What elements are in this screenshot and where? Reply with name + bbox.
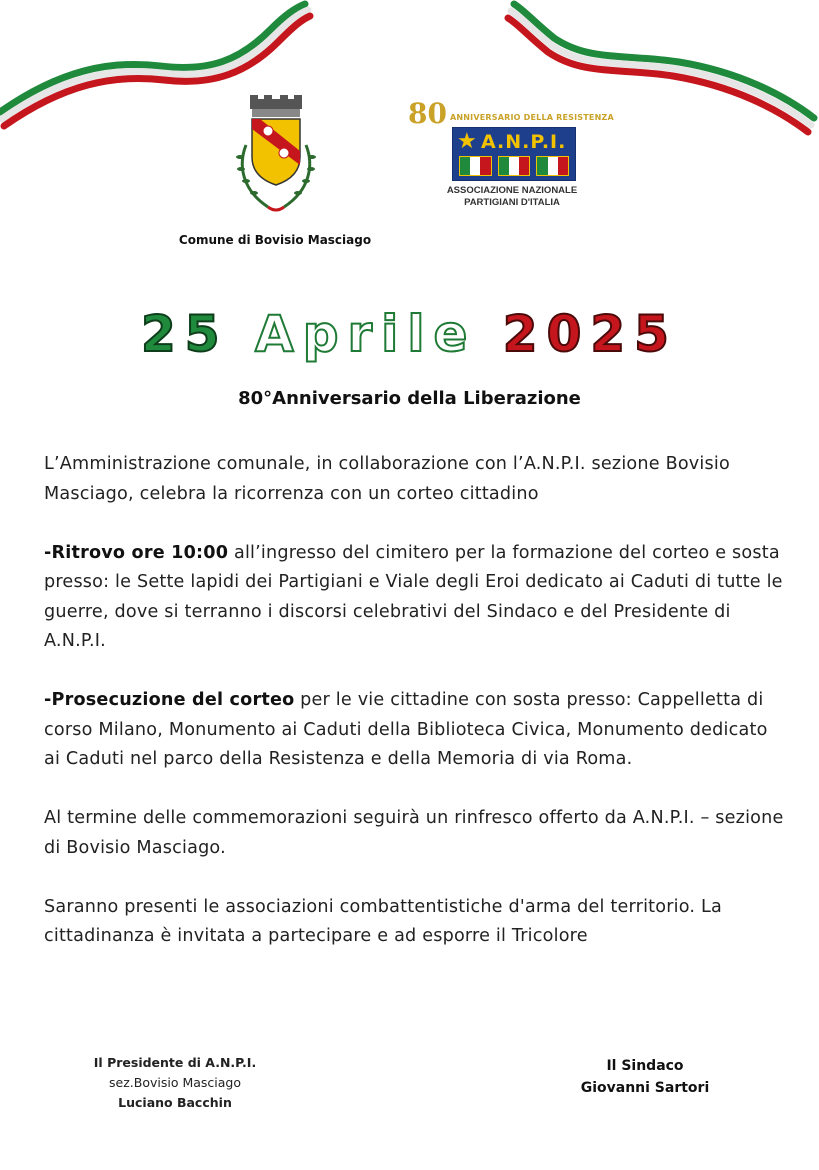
flag-icon (459, 156, 492, 176)
flag-icon (498, 156, 531, 176)
anpi-name-line1: ASSOCIAZIONE NAZIONALE (446, 185, 578, 196)
corteo-text: per le vie cittadine con sosta presso: Cappelletta di corso Milano, Monumento ai Caduti della Biblioteca Civica, Monumento dedicato ai Caduti nel parco della Resistenza e della Memoria di via Roma. (44, 690, 768, 769)
anpi-badge (452, 127, 576, 181)
anpi-full-name (442, 185, 582, 209)
signature-anpi-section: sez.Bovisio Masciago (109, 1075, 241, 1090)
announcement-body (44, 450, 789, 981)
comune-label: Comune di Bovisio Masciago (178, 233, 372, 247)
intro-paragraph: L’Amministrazione comunale, in collaborazione con l’A.N.P.I. sezione Bovisio Masciago, celebra la ricorrenza con un corteo cittadino (44, 454, 730, 504)
associazioni-paragraph: Saranno presenti le associazioni combattentistiche d'arma del territorio. La cittadinanza è invitata a partecipare e ad esporre il Tricolore (44, 896, 722, 946)
anpi-anniversary-text: ANNIVERSARIO DELLA RESISTENZA (450, 113, 614, 122)
signature-anpi-role: Il Presidente di A.N.P.I. (93, 1055, 257, 1070)
signature-sindaco (535, 1055, 755, 1099)
title-year: 2025 (502, 305, 678, 363)
title-month: Aprile (255, 305, 477, 363)
ritrovo-heading: -Ritrovo ore 10:00 (44, 542, 229, 563)
corteo-paragraph (44, 686, 789, 775)
signature-sindaco-name: Giovanni Sartori (580, 1080, 710, 1096)
anpi-acronym: A.N.P.I. (481, 131, 567, 153)
anpi-flags (459, 156, 569, 176)
ritrovo-text: all’ingresso del cimitero per la formazione del corteo e sosta presso: le Sette lapidi dei Partigiani e Viale degli Eroi dedicato ai Caduti di tutte le guerre, dove si terranno i discorsi celebrativi del Sindaco e del Presidente di A.N.P.I. (44, 542, 783, 651)
anpi-80-number: 80 (408, 97, 447, 130)
anpi-name-line2: PARTIGIANI D'ITALIA (464, 197, 560, 208)
anpi-star-icon: ★ (457, 129, 477, 154)
flag-icon (536, 156, 569, 176)
signature-anpi-name: Luciano Bacchin (118, 1095, 232, 1110)
rinfresco-paragraph: Al termine delle commemorazioni seguirà un rinfresco offerto da A.N.P.I. – sezione di Bovisio Masciago. (44, 808, 784, 858)
page-title (0, 305, 819, 363)
ritrovo-paragraph (44, 539, 789, 657)
corteo-heading: -Prosecuzione del corteo (44, 690, 295, 710)
signature-anpi (60, 1053, 290, 1113)
coat-of-arms-icon (228, 95, 324, 220)
subtitle: 80°Anniversario della Liberazione (238, 388, 581, 409)
title-day: 25 (141, 305, 229, 363)
signature-sindaco-role: Il Sindaco (606, 1058, 684, 1074)
anpi-logo (408, 97, 614, 217)
